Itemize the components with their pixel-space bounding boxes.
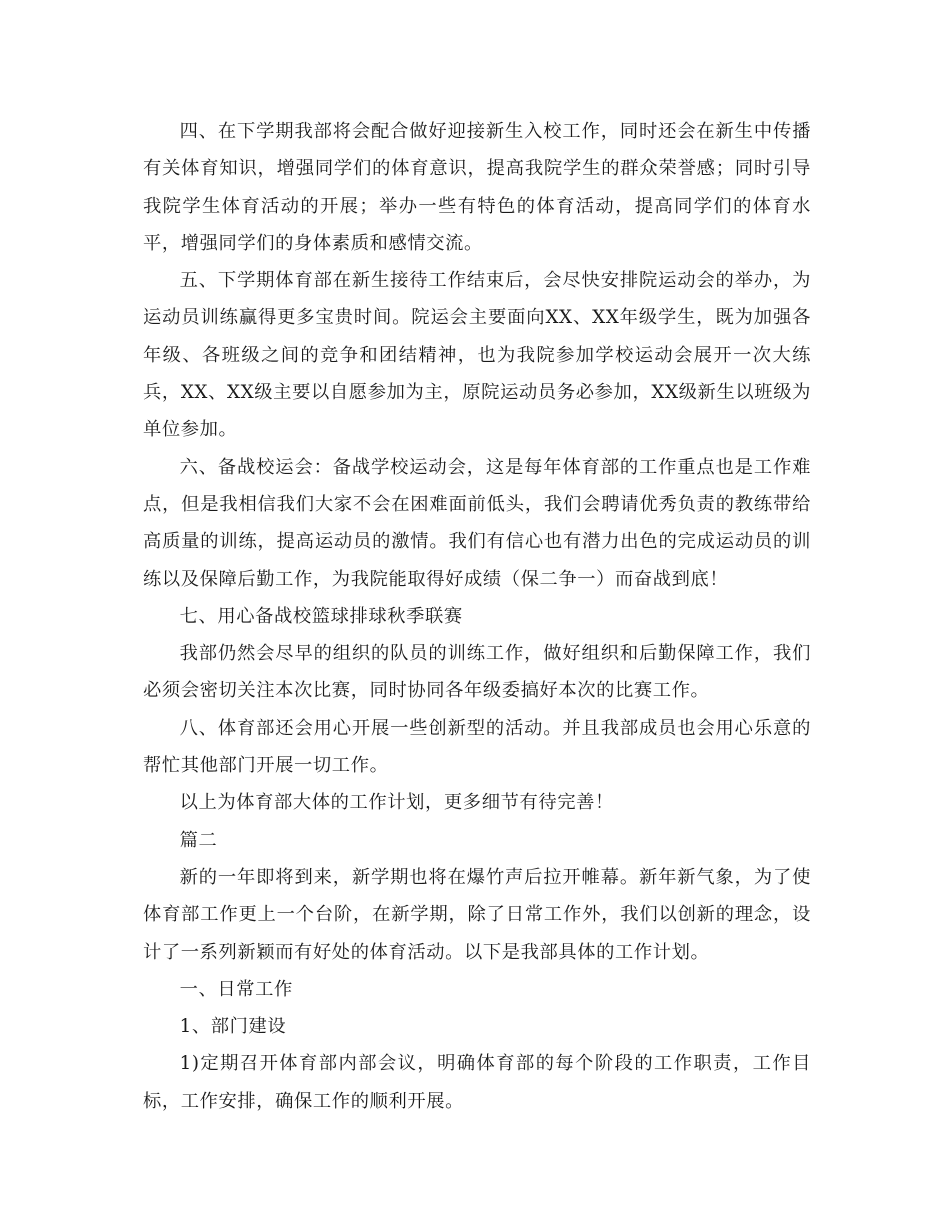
paragraph-part-two-intro: 新的一年即将到来，新学期也将在爆竹声后拉开帷幕。新年新气象，为了使体育部工作更上一个台阶，在新学期，除了日常工作外，我们以创新的理念，设计了一系列新颖而有好处的体育活动。以下是我部具体的工作计划。	[143, 866, 811, 963]
heading-department-building: 1、部门建设	[179, 1016, 287, 1038]
paragraph-section-5: 五、下学期体育部在新生接待工作结束后，会尽快安排院运动会的举办，为运动员训练赢得更多宝贵时间。院运会主要面向XX、XX年级学生，既为加强各年级、各班级之间的竞争和团结精神，也为我院参加学校运动会展开一次大练兵，XX、XX级主要以自愿参加为主，原院运动员务必参加，XX级新生以班级为单位参加。	[143, 270, 811, 441]
heading-section-7: 七、用心备战校篮球排球秋季联赛	[179, 605, 463, 627]
paragraph-section-7-body: 我部仍然会尽早的组织的队员的训练工作，做好组织和后勤保障工作，我们必须会密切关注本次比赛，同时协同各年级委搞好本次的比赛工作。	[143, 643, 811, 702]
heading-daily-work: 一、日常工作	[179, 978, 293, 1000]
heading-part-two: 篇二	[179, 829, 218, 851]
paragraph-summary: 以上为体育部大体的工作计划，更多细节有待完善！	[179, 792, 614, 814]
paragraph-section-6: 六、备战校运会：备战学校运动会，这是每年体育部的工作重点也是工作难点，但是我相信我们大家不会在困难面前低头，我们会聘请优秀负责的教练带给高质量的训练，提高运动员的激情。我们有信心也有潜力出色的完成运动员的训练以及保障后勤工作，为我院能取得好成绩（保二争一）而奋战到底！	[143, 456, 811, 590]
paragraph-section-4: 四、在下学期我部将会配合做好迎接新生入校工作，同时还会在新生中传播有关体育知识，增强同学们的体育意识，提高我院学生的群众荣誉感；同时引导我院学生体育活动的开展；举办一些有特色的体育活动，提高同学们的体育水平，增强同学们的身体素质和感情交流。	[143, 121, 811, 254]
paragraph-meetings: 1)定期召开体育部内部会议，明确体育部的每个阶段的工作职责，工作目标，工作安排，确保工作的顺利开展。	[143, 1053, 811, 1112]
document-body	[143, 113, 811, 1120]
paragraph-section-8: 八、体育部还会用心开展一些创新型的活动。并且我部成员也会用心乐意的帮忙其他部门开展一切工作。	[143, 717, 811, 777]
